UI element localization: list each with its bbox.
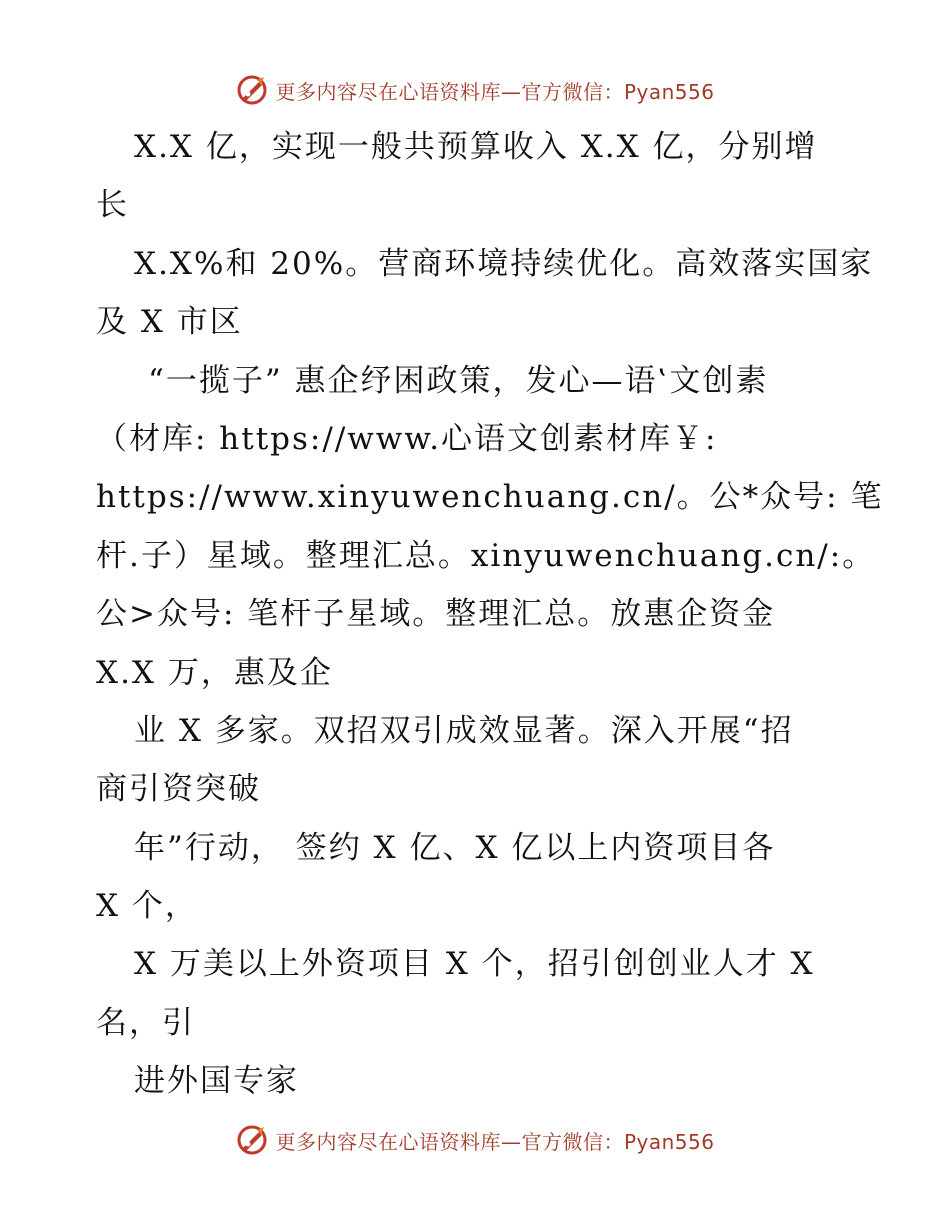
body-line: 长 (96, 187, 129, 224)
quill-logo-icon (235, 73, 269, 107)
body-line: X.X%和 20%。营商环境持续优化。高效落实国家 (134, 245, 874, 282)
footer-banner (0, 1118, 950, 1162)
body-line: https://www.xinyuwenchuang.cn/。公*众号: 笔 (96, 479, 884, 516)
footer-banner-text: 更多内容尽在心语资料库—官方微信：Pyan556 (275, 1129, 715, 1154)
header-banner (0, 68, 950, 112)
quill-logo-icon (235, 1123, 269, 1157)
body-line: 商引资突破 (96, 771, 261, 808)
body-line: 年”行动， 签约 X 亿、X 亿以上内资项目各 (134, 829, 776, 866)
body-line: 公>众号: 笔杆子星域。整理汇总。放惠企资金 (96, 596, 776, 633)
header-banner-content (235, 73, 714, 107)
document-body (96, 118, 886, 1111)
body-line: X 个， (96, 888, 198, 925)
body-line: 杆.子）星域。整理汇总。xinyuwenchuang.cn/:。 (96, 537, 876, 574)
header-banner-text: 更多内容尽在心语资料库—官方微信：Pyan556 (275, 79, 715, 104)
body-line: （材库: https://www.心语文创素材库￥: (96, 420, 718, 457)
body-line: “一揽子” 惠企纾困政策，发心—语‛文创素 (148, 362, 769, 399)
body-line: 业 X 多家。双招双引成效显著。深入开展“招 (134, 712, 794, 749)
body-line: 进外国专家 (134, 1063, 299, 1100)
body-line: X.X 万，惠及企 (96, 654, 333, 691)
body-line: 及 X 市区 (96, 304, 243, 341)
footer-banner-content (235, 1123, 714, 1157)
body-line: X 万美以上外资项目 X 个，招引创创业人才 X (134, 946, 815, 983)
body-line: X.X 亿，实现一般共预算收入 X.X 亿，分别增 (134, 129, 818, 165)
body-line: 名，引 (96, 1004, 195, 1041)
